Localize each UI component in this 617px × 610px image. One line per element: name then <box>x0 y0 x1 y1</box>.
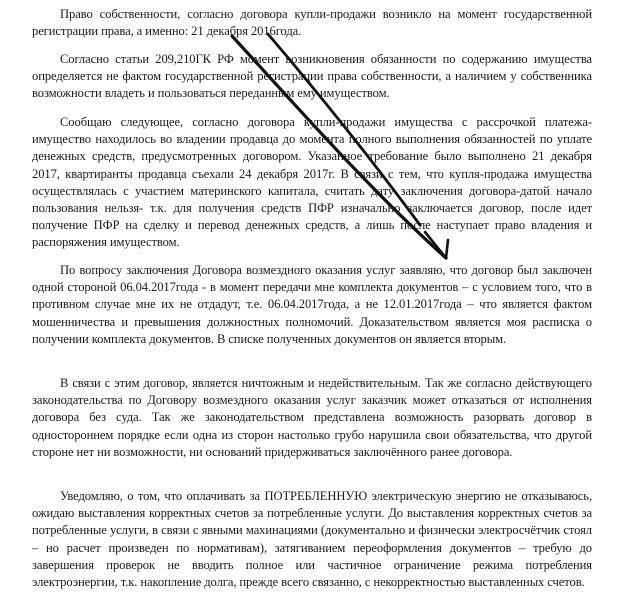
paragraph-article-209-210: Согласно статьи 209,210ГК РФ момент возникновения обязанности по содержанию имущества определяется не фактом государственной регистрации права собственности, а наличием у собственника возможности владеть и пользоваться переданным ему имуществом. <box>32 52 592 101</box>
paragraph-electricity-payment: Уведомляю, о том, что оплачивать за ПОТРЕБЛЕННУЮ электрическую энергию не отказываюсь, ожидаю выставления корректных счетов за потребленные услуги. До выставления корректных счетов за потребленные услуги, в связи с явными махинациями (документально и физически электросчётчик стоял – но расчет произведен по нормативам), затягиванием переоформления документов – требую до завершения проверок не вводить полное или частичное ограничение режима потребления электроэнергии, т.к. накопление долга, прежде всего связанно, с некорректностью выставленных счетов. <box>32 489 592 590</box>
paragraph-service-contract: По вопросу заключения Договора возмездного оказания услуг заявляю, что договор был заключен одной стороной 06.04.2017года - в момент передачи мне комплекта документов – с условием того, что в противном случае мне их не отдадут, т.е. 06.04.2017года, а не 12.01.2017года – что является фактом мошенничества и превышения должностных полномочий. Доказательством является моя расписка о получении комплекта документов. В списке полученных документов он является вторым. <box>32 263 592 346</box>
paragraph-ownership-right: Право собственности, согласно договора купли-продажи возникло на момент государственной регистрации права, а именно: 21 декабря 2016года. <box>32 7 592 39</box>
paragraph-contract-void: В связи с этим договор, является ничтожным и недействительным. Так же согласно действующего законодательства по Договору возмездного оказания услуг заказчик может отказаться от исполнения договора без суда. Так же законодательством представлена возможность разорвать договор в одностороннем порядке если одна из сторон настолько грубо нарушила свои обязательства, что другой стороне нет ни возможности, ни оснований придерживаться заключённого ранее договора. <box>32 376 592 459</box>
paragraph-installment-purchase: Сообщаю следующее, согласно договора купли-продажи имущества с рассрочкой платежа-имущество находилось во владении продавца до момента полного выполнения обязанностей по уплате денежных средств, предусмотренных договором. Указанное требование было выполнено 21 декабря 2017, квартиранты продавца съехали 24 декабря 2017г. В связи с тем, что купля-продажа имущества осуществлялась с участием материнского капитала, считать дату заключения договора-датой начало пользования нельзя- т.к. для получения средств ПФР изначально заключается договор, после идет получение ПФР на сделку и перевод денежных средств, а лишь после наступает право владения и распоряжения имуществом. <box>32 115 592 250</box>
